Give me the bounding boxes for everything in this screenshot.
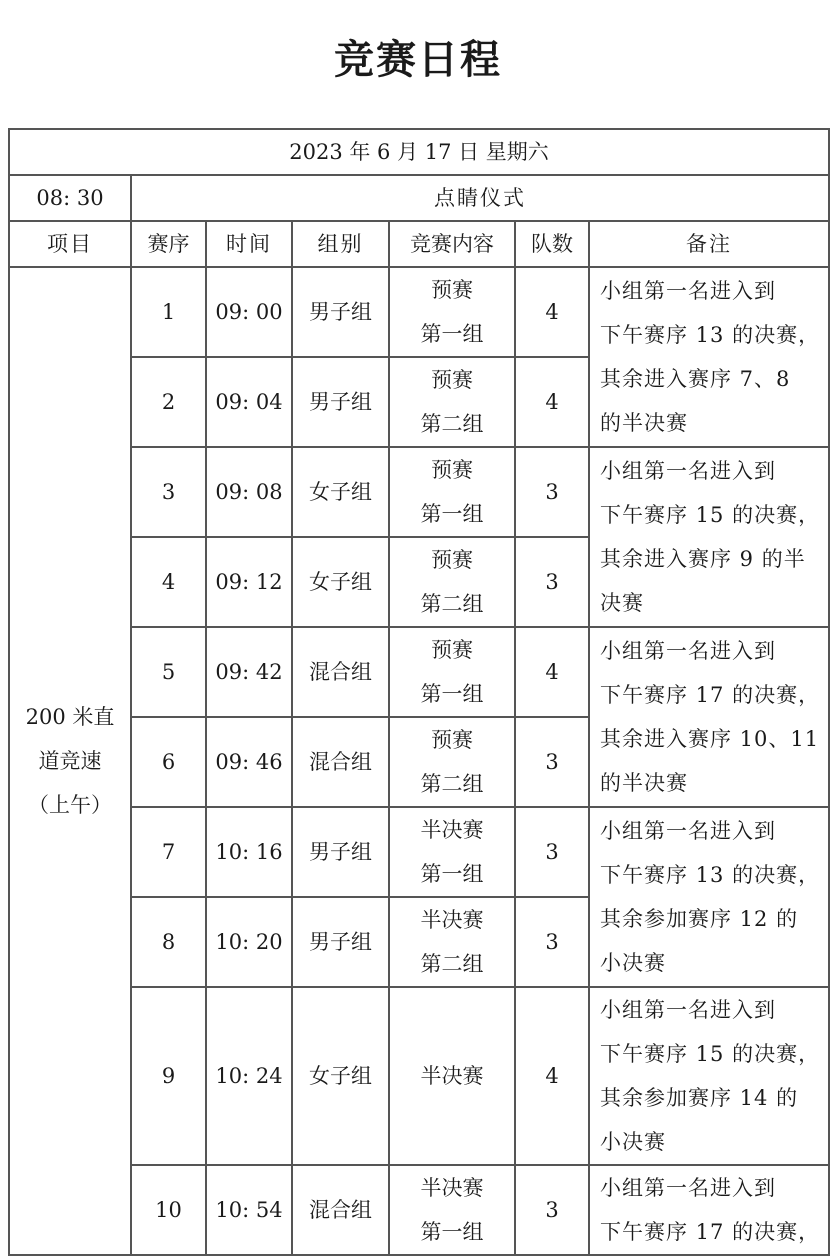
content-line: 预赛 (431, 638, 473, 662)
table-row (9, 987, 829, 1165)
content-cell (389, 897, 515, 987)
group-cell: 女子组 (292, 987, 389, 1165)
note-line: 下午赛序 17 的决赛， (600, 1220, 821, 1244)
teams-cell: 4 (515, 627, 589, 717)
content-cell (389, 627, 515, 717)
seq-cell: 7 (131, 807, 206, 897)
seq-cell: 6 (131, 717, 206, 807)
seq-cell: 4 (131, 537, 206, 627)
content-line: 预赛 (431, 278, 473, 302)
time-cell: 09: 04 (206, 357, 292, 447)
note-line: 小组第一名进入到 (600, 819, 776, 843)
time-cell: 09: 00 (206, 267, 292, 357)
table-row (9, 1165, 829, 1255)
content-line: 预赛 (431, 368, 473, 392)
content-cell (389, 1165, 515, 1255)
time-cell: 09: 12 (206, 537, 292, 627)
project-line: 200 米直 (25, 705, 115, 729)
header-seq: 赛序 (131, 221, 206, 267)
content-cell (389, 537, 515, 627)
teams-cell: 4 (515, 987, 589, 1165)
note-cell (589, 807, 829, 987)
content-cell (389, 987, 515, 1165)
table-row (9, 447, 829, 537)
note-cell (589, 447, 829, 627)
note-line: 小组第一名进入到 (600, 998, 776, 1022)
content-line: 第一组 (420, 862, 484, 886)
date-row (9, 129, 829, 175)
teams-cell: 3 (515, 537, 589, 627)
content-line: 第二组 (420, 952, 484, 976)
group-cell: 男子组 (292, 897, 389, 987)
content-line: 第二组 (420, 592, 484, 616)
time-cell: 10: 54 (206, 1165, 292, 1255)
content-line: 半决赛 (420, 1064, 484, 1088)
note-line: 其余参加赛序 14 的 (600, 1086, 799, 1110)
group-cell: 女子组 (292, 537, 389, 627)
header-project: 项目 (9, 221, 131, 267)
content-line: 第一组 (420, 682, 484, 706)
content-cell (389, 447, 515, 537)
teams-cell: 4 (515, 267, 589, 357)
note-cell (589, 267, 829, 447)
teams-cell: 3 (515, 447, 589, 537)
header-content: 竞赛内容 (389, 221, 515, 267)
table-row (9, 267, 829, 357)
teams-cell: 3 (515, 1165, 589, 1255)
time-cell: 09: 08 (206, 447, 292, 537)
note-line: 下午赛序 15 的决赛， (600, 503, 821, 527)
project-line: 道竞速 (38, 749, 102, 773)
content-line: 预赛 (431, 458, 473, 482)
content-line: 第一组 (420, 502, 484, 526)
content-line: 第一组 (420, 322, 484, 346)
content-line: 预赛 (431, 728, 473, 752)
note-line: 决赛 (600, 591, 644, 615)
note-line: 的半决赛 (600, 411, 688, 435)
ceremony-label: 点睛仪式 (131, 175, 829, 221)
note-line: 小决赛 (600, 1130, 666, 1154)
note-line: 下午赛序 17 的决赛， (600, 683, 821, 707)
note-cell (589, 987, 829, 1165)
group-cell: 混合组 (292, 717, 389, 807)
note-line: 小决赛 (600, 951, 666, 975)
table-row (9, 807, 829, 897)
content-cell (389, 807, 515, 897)
note-line: 下午赛序 13 的决赛， (600, 863, 821, 887)
group-cell: 男子组 (292, 267, 389, 357)
ceremony-row (9, 175, 829, 221)
seq-cell: 10 (131, 1165, 206, 1255)
seq-cell: 1 (131, 267, 206, 357)
group-cell: 混合组 (292, 627, 389, 717)
teams-cell: 3 (515, 807, 589, 897)
page-title: 竞赛日程 (334, 36, 502, 83)
teams-cell: 4 (515, 357, 589, 447)
note-line: 小组第一名进入到 (600, 1176, 776, 1200)
seq-cell: 3 (131, 447, 206, 537)
note-line: 小组第一名进入到 (600, 459, 776, 483)
content-line: 预赛 (431, 548, 473, 572)
project-line: （上午） (28, 793, 112, 817)
seq-cell: 8 (131, 897, 206, 987)
header-row (9, 221, 829, 267)
note-line: 小组第一名进入到 (600, 279, 776, 303)
header-teams: 队数 (515, 221, 589, 267)
header-time: 时间 (206, 221, 292, 267)
note-line: 其余参加赛序 12 的 (600, 907, 799, 931)
note-line: 其余进入赛序 9 的半 (600, 547, 806, 571)
seq-cell: 2 (131, 357, 206, 447)
seq-cell: 5 (131, 627, 206, 717)
time-cell: 09: 42 (206, 627, 292, 717)
ceremony-time: 08: 30 (9, 175, 131, 221)
teams-cell: 3 (515, 717, 589, 807)
content-line: 第二组 (420, 412, 484, 436)
note-line: 其余进入赛序 10、11 (600, 727, 820, 751)
time-cell: 10: 16 (206, 807, 292, 897)
content-line: 半决赛 (420, 908, 484, 932)
note-line: 的半决赛 (600, 771, 688, 795)
note-line: 小组第一名进入到 (600, 639, 776, 663)
time-cell: 10: 20 (206, 897, 292, 987)
group-cell: 混合组 (292, 1165, 389, 1255)
time-cell: 09: 46 (206, 717, 292, 807)
group-cell: 女子组 (292, 447, 389, 537)
project-cell (9, 267, 131, 1255)
note-line: 下午赛序 15 的决赛， (600, 1042, 821, 1066)
group-cell: 男子组 (292, 807, 389, 897)
note-cell (589, 627, 829, 807)
teams-cell: 3 (515, 897, 589, 987)
note-line: 其余进入赛序 7、8 (600, 367, 791, 391)
header-notes: 备注 (589, 221, 829, 267)
table-row (9, 627, 829, 717)
date-cell: 2023 年 6 月 17 日 星期六 (9, 129, 829, 175)
content-cell (389, 267, 515, 357)
group-cell: 男子组 (292, 357, 389, 447)
content-line: 第一组 (420, 1220, 484, 1244)
seq-cell: 9 (131, 987, 206, 1165)
content-line: 半决赛 (420, 1176, 484, 1200)
note-cell (589, 1165, 829, 1255)
note-line: 下午赛序 13 的决赛， (600, 323, 821, 347)
content-cell (389, 717, 515, 807)
schedule-table (8, 128, 830, 1256)
header-group: 组别 (292, 221, 389, 267)
content-line: 半决赛 (420, 818, 484, 842)
content-cell (389, 357, 515, 447)
content-line: 第二组 (420, 772, 484, 796)
time-cell: 10: 24 (206, 987, 292, 1165)
